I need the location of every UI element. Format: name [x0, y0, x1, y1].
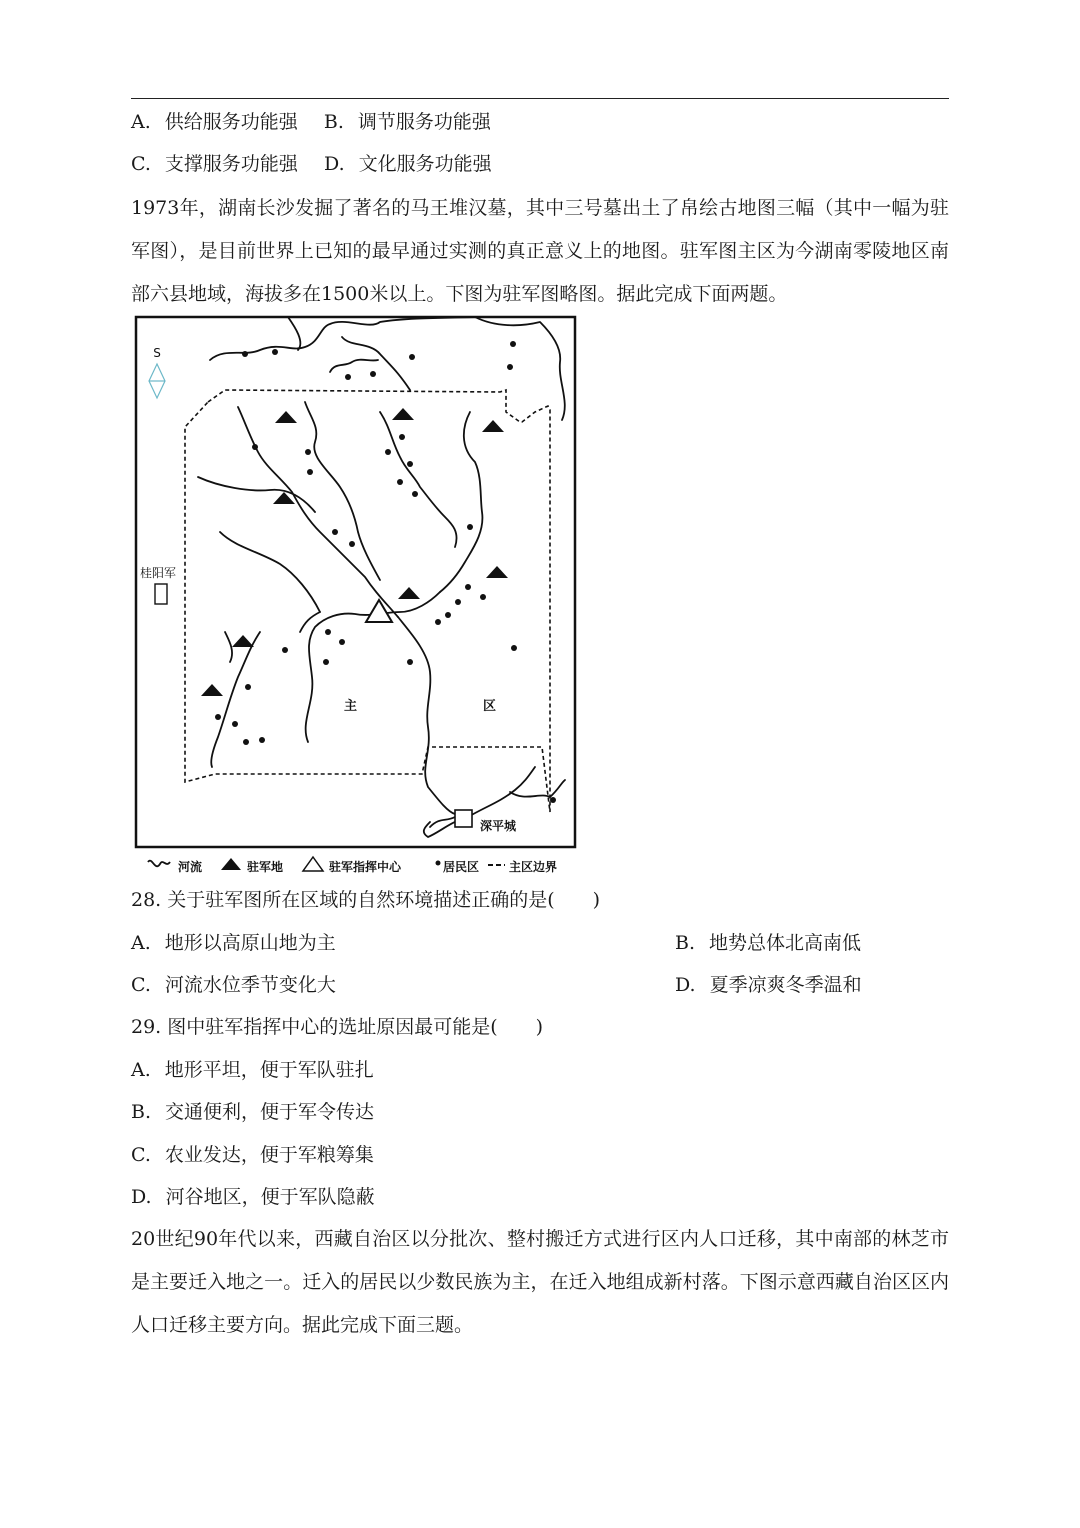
option-text: 地势总体北高南低 — [709, 932, 862, 954]
residence-dot — [445, 612, 451, 618]
label-zhu: 主 — [344, 699, 358, 714]
compass-label: S — [153, 346, 161, 360]
passage-2: 20世纪90年代以来，西藏自治区以分批次、整村搬迁方式进行区内人口迁移，其中南部的林芝市是主要迁入地之一。迁入的居民以少数民族为主，在迁入地组成新村落。下图示意西藏自治区区内人口迁移主要方向。据此完成下面三题。 — [131, 1228, 949, 1336]
residence-dot — [370, 371, 376, 377]
option-label: A. — [131, 1059, 151, 1081]
residence-dot — [511, 645, 517, 651]
main-region-boundary — [185, 390, 550, 812]
residence-dot — [272, 349, 278, 355]
residence-dot — [409, 354, 415, 360]
q29-option-b — [131, 1100, 374, 1124]
option-label: D. — [675, 974, 696, 996]
label-shenping: 深平城 — [480, 819, 517, 833]
camp-icon — [275, 411, 297, 423]
residence-dot — [339, 639, 345, 645]
camp-icon — [232, 635, 254, 647]
option-text: 文化服务功能强 — [358, 153, 492, 175]
option-text: 调节服务功能强 — [357, 111, 491, 133]
label-qu: 区 — [483, 699, 497, 714]
residence-dot — [325, 629, 331, 635]
residence-dot — [215, 714, 221, 720]
residence-dot — [412, 491, 418, 497]
top-rule — [131, 98, 949, 99]
option-label: B. — [323, 111, 344, 133]
option-text: 地形以高原山地为主 — [164, 932, 336, 954]
residence-dot — [282, 647, 288, 653]
option-text: 供给服务功能强 — [164, 111, 298, 133]
legend-command-icon — [303, 857, 323, 871]
shenping-box — [455, 810, 472, 827]
q27-options-row-1 — [131, 110, 491, 134]
camp-icon — [398, 587, 420, 599]
q27-options-row-2 — [131, 152, 492, 176]
map-frame — [136, 317, 575, 847]
option-label: D. — [131, 1186, 152, 1208]
option-label: B. — [675, 932, 696, 954]
legend-camp-icon — [221, 858, 241, 870]
option-label: A. — [131, 932, 151, 954]
legend-boundary-label: 主区边界 — [509, 860, 558, 874]
residence-dot — [349, 541, 355, 547]
residence-dot — [242, 351, 248, 357]
residence-dot — [245, 684, 251, 690]
q28-option-c — [131, 973, 336, 997]
residence-dot — [455, 599, 461, 605]
residence-dot — [407, 659, 413, 665]
residence-dot — [467, 524, 473, 530]
residence-dot — [345, 374, 351, 380]
residence-dot — [243, 739, 249, 745]
option-text: 河谷地区，便于军队隐蔽 — [165, 1186, 375, 1208]
map-legend — [148, 857, 557, 874]
garrison-map-figure — [130, 312, 590, 882]
camp-icon — [392, 408, 414, 420]
residence-dot — [399, 434, 405, 440]
compass-icon — [149, 364, 165, 398]
rivers — [198, 317, 565, 837]
q29-option-d — [131, 1185, 375, 1209]
residence-dot — [305, 449, 311, 455]
option-label: C. — [131, 1144, 151, 1166]
option-text: 农业发达，便于军粮筹集 — [164, 1144, 374, 1166]
residence-dot — [507, 364, 513, 370]
residence-dot — [232, 721, 238, 727]
residence-dot — [510, 341, 516, 347]
option-text: 支撑服务功能强 — [164, 153, 298, 175]
q29-option-c — [131, 1143, 374, 1167]
camp-icon — [482, 420, 504, 432]
option-text: 河流水位季节变化大 — [164, 974, 336, 996]
legend-river-label: 河流 — [178, 860, 203, 874]
residence-dot — [550, 797, 556, 803]
legend-river-icon — [148, 861, 170, 867]
legend-residence-label: 居民区 — [443, 860, 480, 874]
q29-option-a — [131, 1058, 374, 1082]
residence-dot — [465, 584, 471, 590]
residence-dot — [435, 619, 441, 625]
residence-dot — [407, 461, 413, 467]
q28-option-b — [675, 931, 861, 955]
camp-markers — [201, 408, 508, 696]
option-text: 夏季凉爽冬季温和 — [709, 974, 862, 996]
q29-stem: 29. 图中驻军指挥中心的选址原因最可能是( ) — [131, 1016, 544, 1038]
command-center-icon — [366, 600, 392, 622]
residence-dots — [215, 341, 556, 803]
option-text: 交通便利，便于军令传达 — [165, 1101, 375, 1123]
option-text: 地形平坦，便于军队驻扎 — [164, 1059, 374, 1081]
residence-dot — [480, 594, 486, 600]
option-label: C. — [131, 153, 151, 175]
q28-option-d — [675, 973, 862, 997]
option-label: A. — [131, 111, 151, 133]
residence-dot — [332, 529, 338, 535]
residence-dot — [307, 469, 313, 475]
camp-icon — [486, 566, 508, 578]
residence-dot — [385, 449, 391, 455]
camp-icon — [201, 684, 223, 696]
option-label: B. — [131, 1101, 152, 1123]
residence-dot — [252, 444, 258, 450]
legend-camp-label: 驻军地 — [247, 860, 284, 874]
legend-command-label: 驻军指挥中心 — [329, 860, 402, 874]
option-label: C. — [131, 974, 151, 996]
q28-option-a — [131, 931, 336, 955]
label-guiyang: 桂阳军 — [140, 566, 177, 580]
passage-1: 1973年，湖南长沙发掘了著名的马王堆汉墓，其中三号墓出土了帛绘古地图三幅（其中一幅为驻军图），是目前世界上已知的最早通过实测的真正意义上的地图。驻军图主区为今湖南零陵地区南部六县地域，海拔多在1500米以上。下图为驻军图略图。据此完成下面两题。 — [131, 197, 949, 305]
legend-residence-icon — [436, 861, 441, 866]
guiyang-box — [155, 584, 167, 604]
option-label: D. — [324, 153, 345, 175]
residence-dot — [323, 659, 329, 665]
q28-stem: 28. 关于驻军图所在区域的自然环境描述正确的是( ) — [131, 889, 601, 911]
residence-dot — [259, 737, 265, 743]
residence-dot — [397, 479, 403, 485]
